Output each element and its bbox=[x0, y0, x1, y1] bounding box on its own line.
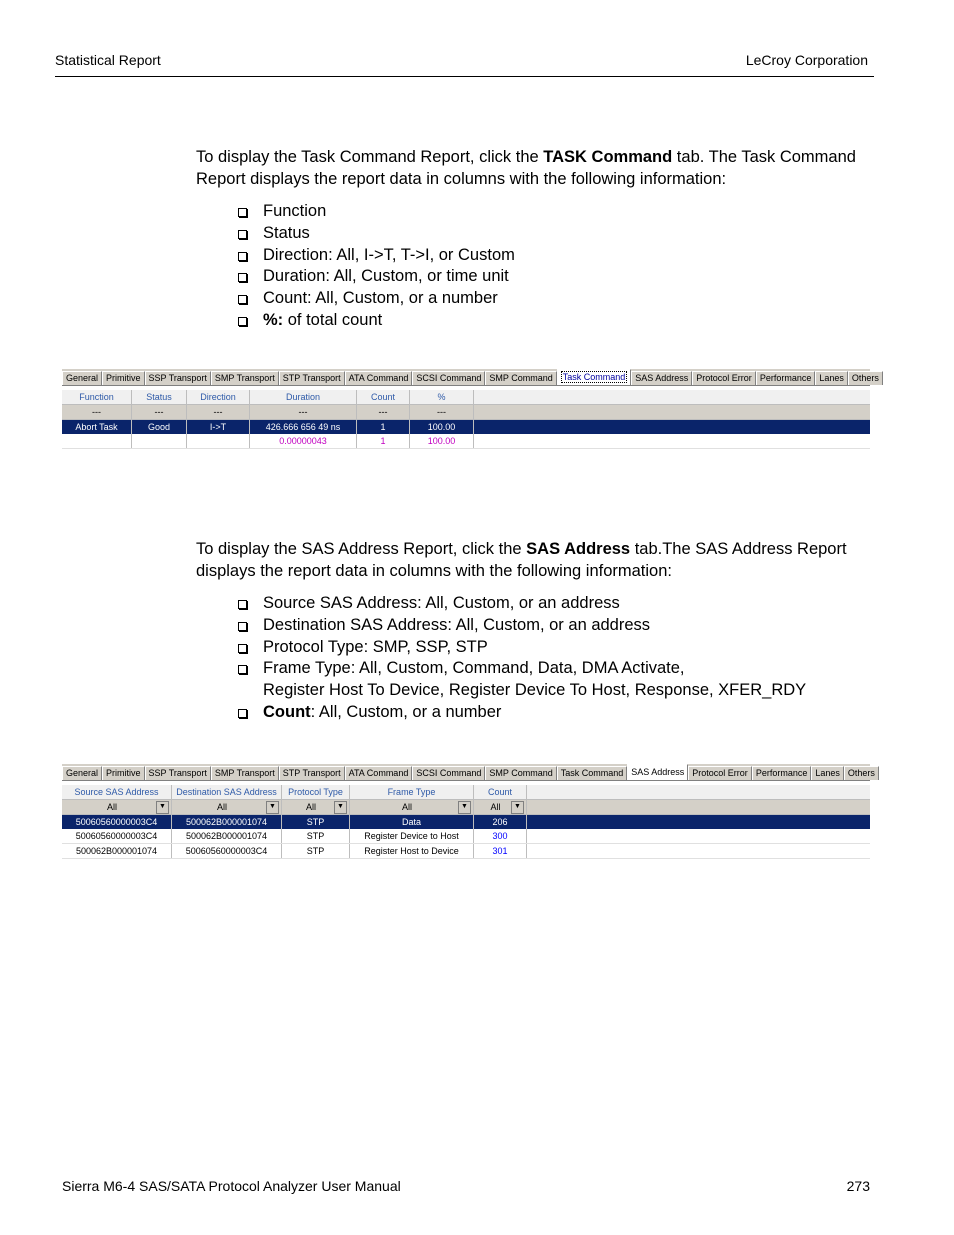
filter-cell[interactable]: --- bbox=[410, 405, 474, 419]
table-row[interactable] bbox=[62, 844, 870, 859]
checkbox-bullet-icon bbox=[238, 252, 247, 261]
tab-ata-command[interactable]: ATA Command bbox=[345, 766, 413, 780]
tab-task-command[interactable]: Task Command bbox=[557, 369, 632, 385]
tab-smp-command[interactable]: SMP Command bbox=[485, 371, 556, 385]
checkbox-bullet-icon bbox=[238, 317, 247, 326]
report-tabs bbox=[62, 369, 879, 386]
col-direction-header[interactable]: Direction bbox=[187, 390, 250, 404]
cell-count: 301 bbox=[474, 844, 527, 858]
list-item: Count: All, Custom, or a number bbox=[236, 288, 515, 310]
cell-frame-type: Register Host to Device bbox=[350, 844, 474, 858]
cell-destination: 500062B000001074 bbox=[172, 815, 282, 829]
cell-protocol: STP bbox=[282, 844, 350, 858]
header-right: LeCroy Corporation bbox=[745, 52, 868, 68]
list-item: Protocol Type: SMP, SSP, STP bbox=[236, 637, 806, 659]
grid-header-row bbox=[62, 785, 870, 800]
cell-source: 500062B000001074 bbox=[62, 844, 172, 858]
tab-ssp-transport[interactable]: SSP Transport bbox=[145, 371, 211, 385]
cell-function: Abort Task bbox=[62, 420, 132, 434]
summary-cell bbox=[132, 434, 187, 448]
cell-frame-type: Register Device to Host bbox=[350, 829, 474, 843]
checkbox-bullet-icon bbox=[238, 709, 247, 718]
summary-row bbox=[62, 434, 870, 449]
task-command-screenshot bbox=[62, 369, 879, 449]
summary-duration: 0.00000043 bbox=[250, 434, 357, 448]
col-count-header[interactable]: Count bbox=[474, 785, 527, 799]
checkbox-bullet-icon bbox=[238, 622, 247, 631]
tab-sas-address[interactable]: SAS Address bbox=[631, 371, 692, 385]
table-row[interactable] bbox=[62, 829, 870, 844]
list-item: %: of total count bbox=[236, 310, 515, 332]
filter-cell[interactable]: --- bbox=[357, 405, 410, 419]
tab-protocol-error[interactable]: Protocol Error bbox=[692, 371, 756, 385]
cell-destination: 500062B000001074 bbox=[172, 829, 282, 843]
sas-columns-list bbox=[236, 593, 806, 724]
list-item: Direction: All, I->T, T->I, or Custom bbox=[236, 245, 515, 267]
tab-smp-transport[interactable]: SMP Transport bbox=[211, 371, 279, 385]
tab-ssp-transport[interactable]: SSP Transport bbox=[145, 766, 211, 780]
table-row[interactable] bbox=[62, 815, 870, 829]
grid-filter-row bbox=[62, 800, 870, 815]
task-intro: To display the Task Command Report, click the TASK Command tab. The Task Command Report displays the report data in columns with the following information: bbox=[196, 148, 856, 188]
cell-count: 300 bbox=[474, 829, 527, 843]
col-function-header[interactable]: Function bbox=[62, 390, 132, 404]
tab-general[interactable]: General bbox=[62, 371, 102, 385]
report-tabs bbox=[62, 764, 875, 781]
count-filter[interactable]: All ▼ bbox=[474, 800, 527, 814]
protocol-filter[interactable]: All ▼ bbox=[282, 800, 350, 814]
dropdown-arrow-icon: ▼ bbox=[156, 801, 169, 814]
dropdown-arrow-icon: ▼ bbox=[266, 801, 279, 814]
header-rule bbox=[55, 76, 874, 77]
checkbox-bullet-icon bbox=[238, 230, 247, 239]
tab-scsi-command[interactable]: SCSI Command bbox=[412, 766, 485, 780]
checkbox-bullet-icon bbox=[238, 644, 247, 653]
tab-performance[interactable]: Performance bbox=[756, 371, 816, 385]
col-duration-header[interactable]: Duration bbox=[250, 390, 357, 404]
tab-ata-command[interactable]: ATA Command bbox=[345, 371, 413, 385]
tab-stp-transport[interactable]: STP Transport bbox=[279, 371, 345, 385]
filter-cell[interactable]: --- bbox=[62, 405, 132, 419]
destination-filter[interactable]: All ▼ bbox=[172, 800, 282, 814]
cell-protocol: STP bbox=[282, 829, 350, 843]
tab-others[interactable]: Others bbox=[844, 766, 879, 780]
grid-filter-row bbox=[62, 405, 870, 420]
summary-count: 1 bbox=[357, 434, 410, 448]
list-item: Count: All, Custom, or a number bbox=[236, 702, 806, 724]
tab-lanes[interactable]: Lanes bbox=[811, 766, 844, 780]
cell-frame-type: Data bbox=[350, 815, 474, 829]
frame-type-filter[interactable]: All ▼ bbox=[350, 800, 474, 814]
dropdown-arrow-icon: ▼ bbox=[458, 801, 471, 814]
cell-status: Good bbox=[132, 420, 187, 434]
list-item: Function bbox=[236, 201, 515, 223]
tab-smp-transport[interactable]: SMP Transport bbox=[211, 766, 279, 780]
tab-primitive[interactable]: Primitive bbox=[102, 371, 145, 385]
tab-performance[interactable]: Performance bbox=[752, 766, 812, 780]
cell-source: 50060560000003C4 bbox=[62, 829, 172, 843]
list-item: Destination SAS Address: All, Custom, or an address bbox=[236, 615, 806, 637]
sas-intro: To display the SAS Address Report, click the SAS Address tab.The SAS Address Report displays the report data in columns with the following information: bbox=[196, 540, 847, 580]
checkbox-bullet-icon bbox=[238, 273, 247, 282]
summary-cell bbox=[187, 434, 250, 448]
cell-percent: 100.00 bbox=[410, 420, 474, 434]
filter-cell[interactable]: --- bbox=[250, 405, 357, 419]
list-item: Status bbox=[236, 223, 515, 245]
cell-count: 206 bbox=[474, 815, 527, 829]
filter-cell[interactable]: --- bbox=[132, 405, 187, 419]
tab-general[interactable]: General bbox=[62, 766, 102, 780]
dropdown-arrow-icon: ▼ bbox=[511, 801, 524, 814]
summary-cell bbox=[62, 434, 132, 448]
sas-address-screenshot bbox=[62, 764, 875, 859]
checkbox-bullet-icon bbox=[238, 208, 247, 217]
tab-protocol-error[interactable]: Protocol Error bbox=[688, 766, 752, 780]
tab-sas-address[interactable]: SAS Address bbox=[627, 764, 688, 780]
col-status-header[interactable]: Status bbox=[132, 390, 187, 404]
list-item: Frame Type: All, Custom, Command, Data, DMA Activate, Register Host To Device, Register Device To Host, Response, XFER_RDY bbox=[236, 658, 806, 702]
checkbox-bullet-icon bbox=[238, 665, 247, 674]
col-count-header[interactable]: Count bbox=[357, 390, 410, 404]
checkbox-bullet-icon bbox=[238, 295, 247, 304]
grid-header-row bbox=[62, 390, 870, 405]
header-left: Statistical Report bbox=[55, 52, 161, 68]
col-source-header[interactable]: Source SAS Address bbox=[62, 785, 172, 799]
list-item: Duration: All, Custom, or time unit bbox=[236, 266, 515, 288]
cell-source: 50060560000003C4 bbox=[62, 815, 172, 829]
tab-smp-command[interactable]: SMP Command bbox=[485, 766, 556, 780]
tab-primitive[interactable]: Primitive bbox=[102, 766, 145, 780]
filter-cell[interactable]: --- bbox=[187, 405, 250, 419]
footer-title: Sierra M6-4 SAS/SATA Protocol Analyzer User Manual bbox=[62, 1178, 401, 1194]
summary-percent: 100.00 bbox=[410, 434, 474, 448]
cell-direction: I->T bbox=[187, 420, 250, 434]
source-filter[interactable]: All ▼ bbox=[62, 800, 172, 814]
col-destination-header[interactable]: Destination SAS Address bbox=[172, 785, 282, 799]
dropdown-arrow-icon: ▼ bbox=[334, 801, 347, 814]
tab-lanes[interactable]: Lanes bbox=[815, 371, 848, 385]
tab-others[interactable]: Others bbox=[848, 371, 883, 385]
tab-stp-transport[interactable]: STP Transport bbox=[279, 766, 345, 780]
col-frame-type-header[interactable]: Frame Type bbox=[350, 785, 474, 799]
tab-scsi-command[interactable]: SCSI Command bbox=[412, 371, 485, 385]
cell-destination: 50060560000003C4 bbox=[172, 844, 282, 858]
table-row[interactable] bbox=[62, 420, 870, 434]
col-protocol-header[interactable]: Protocol Type bbox=[282, 785, 350, 799]
col-percent-header[interactable]: % bbox=[410, 390, 474, 404]
cell-duration: 426.666 656 49 ns bbox=[250, 420, 357, 434]
task-columns-list bbox=[236, 201, 515, 332]
page-number: 273 bbox=[846, 1178, 870, 1194]
checkbox-bullet-icon bbox=[238, 600, 247, 609]
cell-count: 1 bbox=[357, 420, 410, 434]
cell-protocol: STP bbox=[282, 815, 350, 829]
list-item: Source SAS Address: All, Custom, or an address bbox=[236, 593, 806, 615]
tab-task-command[interactable]: Task Command bbox=[557, 766, 628, 780]
